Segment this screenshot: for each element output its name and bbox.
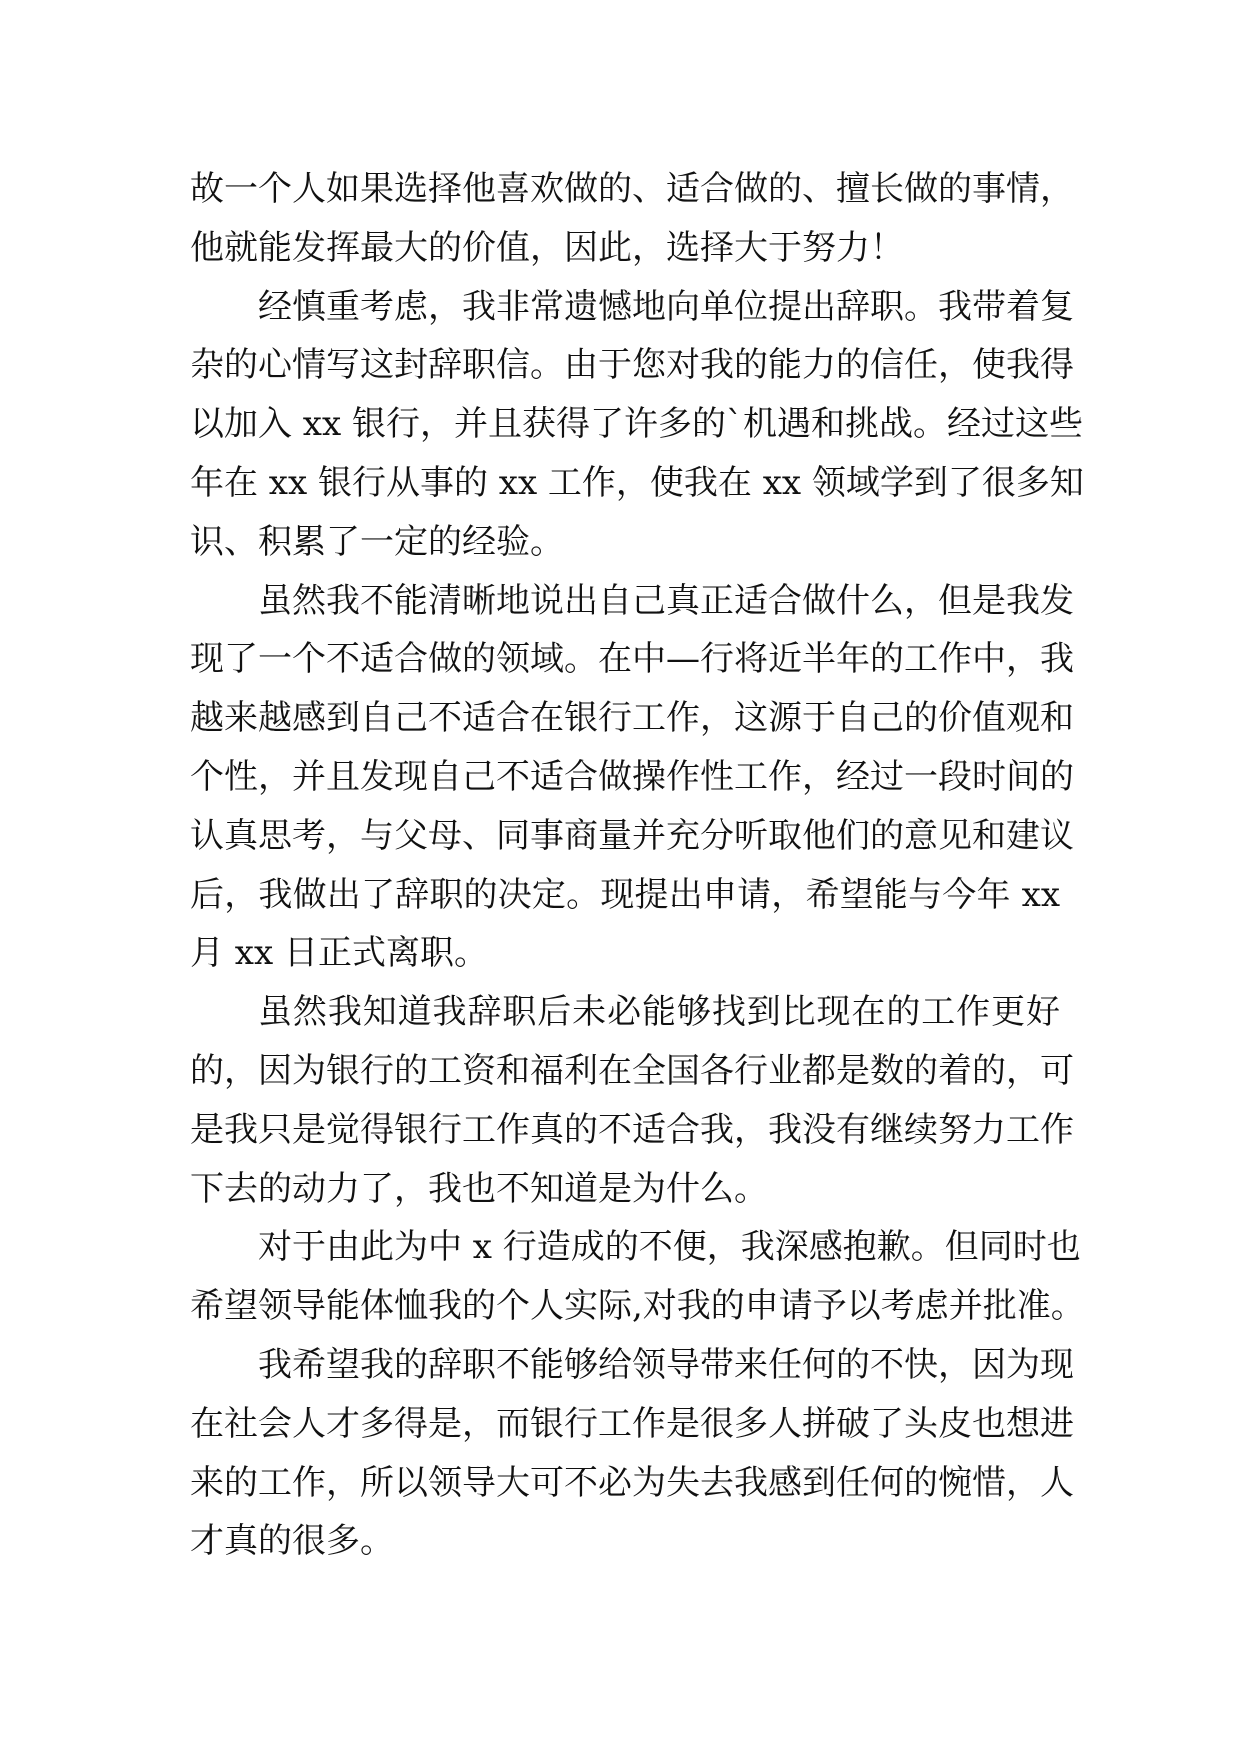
text-line: 年在 xx 银行从事的 xx 工作，使我在 xx 领域学到了很多知 xyxy=(190,462,1084,503)
text-line: 现了一个不适合做的领域。在中—行将近半年的工作中，我 xyxy=(190,639,1074,680)
text-line: 月 xx 日正式离职。 xyxy=(190,933,488,974)
document-body xyxy=(190,160,1085,1571)
text-line: 识、积累了一定的经验。 xyxy=(190,521,564,562)
text-line: 个性，并且发现自己不适合做操作性工作，经过一段时间的 xyxy=(190,756,1074,797)
text-line: 杂的心情写这封辞职信。由于您对我的能力的信任，使我得 xyxy=(190,345,1074,386)
text-line: 是我只是觉得银行工作真的不适合我，我没有继续努力工作 xyxy=(190,1109,1074,1150)
paragraph-first-line: 对于由此为中 x 行造成的不便，我深感抱歉。但同时也 xyxy=(258,1227,1081,1268)
paragraph-first-line: 虽然我不能清晰地说出自己真正适合做什么，但是我发 xyxy=(258,580,1074,621)
text-line: 下去的动力了，我也不知道是为什么。 xyxy=(190,1168,768,1209)
text-line: 希望领导能体恤我的个人实际,对我的申请予以考虑并批准。 xyxy=(190,1286,1085,1327)
text-line: 才真的很多。 xyxy=(190,1521,394,1562)
text-line: 故一个人如果选择他喜欢做的、适合做的、擅长做的事情， xyxy=(190,169,1074,209)
text-line: 的，因为银行的工资和福利在全国各行业都是数的着的，可 xyxy=(190,1050,1074,1091)
text-line: 在社会人才多得是，而银行工作是很多人拼破了头皮也想进 xyxy=(190,1403,1074,1444)
text-line: 后，我做出了辞职的决定。现提出申请，希望能与今年 xx xyxy=(190,874,1060,915)
paragraph-first-line: 虽然我知道我辞职后未必能够找到比现在的工作更好 xyxy=(258,992,1060,1033)
text-line: 以加入 xx 银行，并且获得了许多的`机遇和挑战。经过这些 xyxy=(190,404,1083,445)
text-line: 他就能发挥最大的价值，因此，选择大于努力！ xyxy=(190,227,904,268)
paragraph-first-line: 经慎重考虑，我非常遗憾地向单位提出辞职。我带着复 xyxy=(258,286,1074,327)
text-line: 越来越感到自己不适合在银行工作，这源于自己的价值观和 xyxy=(190,698,1074,739)
text-line: 来的工作，所以领导大可不必为失去我感到任何的惋惜，人 xyxy=(190,1462,1074,1503)
paragraph-first-line: 我希望我的辞职不能够给领导带来任何的不快，因为现 xyxy=(258,1344,1074,1385)
text-line: 认真思考，与父母、同事商量并充分听取他们的意见和建议 xyxy=(190,815,1074,856)
